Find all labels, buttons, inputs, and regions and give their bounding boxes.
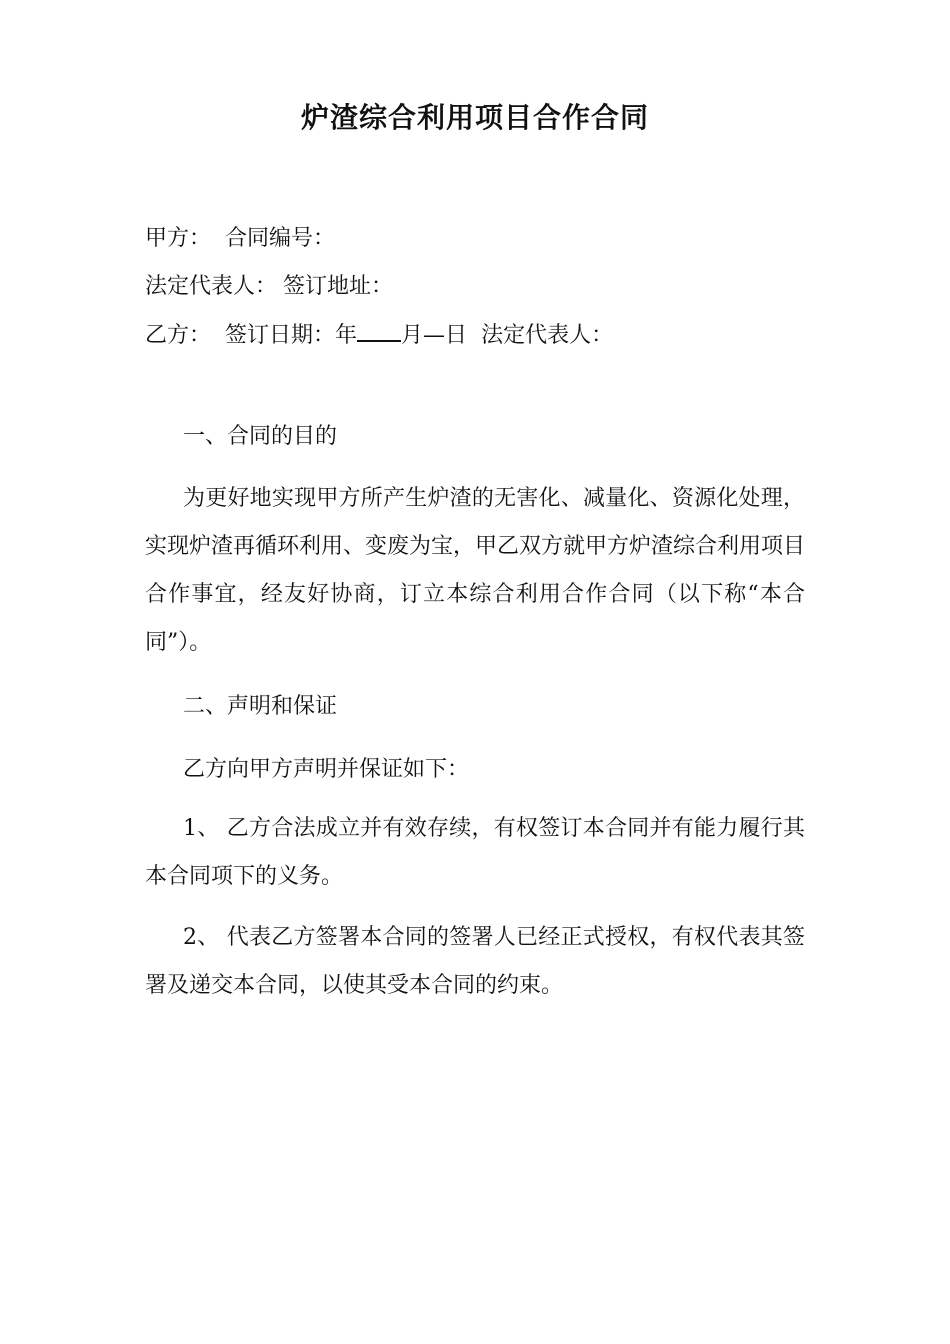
legal-rep-label: 法定代表人： [145,274,278,299]
paragraph-warranty-item-1: 1、 乙方合法成立并有效存续，有权签订本合同并有能力履行其本合同项下的义务。 [145,816,805,889]
sign-date-month-day: 月—日 [401,323,468,348]
party-b-legal-rep-label: 法定代表人： [481,323,614,348]
sign-place-label: 签订地址： [283,274,394,299]
header-line-legal-rep [145,270,825,304]
contract-no-label: 合同编号： [225,226,336,251]
section-heading-purpose: 一、合同的目的 [183,424,338,449]
header-line-party-a [145,222,825,256]
document-title: 炉渣综合利用项目合作合同 [300,101,649,134]
sign-date-label: 签订日期： [225,323,336,348]
section-heading-warranty: 二、声明和保证 [183,694,338,719]
paragraph-purpose: 为更好地实现甲方所产生炉渣的无害化、减量化、资源化处理，实现炉渣再循环利用、变废为宝，甲乙双方就甲方炉渣综合利用项目合作事宜，经友好协商，订立本综合利用合作合同（以下称“本合同”）。 [145,486,806,655]
paragraph-warranty-intro: 乙方向甲方声明并保证如下： [183,757,470,782]
header-line-party-b [145,319,825,353]
paragraph-warranty-item-2: 2、 代表乙方签署本合同的签署人已经正式授权，有权代表其签署及递交本合同，以使其受本合同的约束。 [145,925,805,998]
party-b-label: 乙方： [145,323,212,348]
party-a-label: 甲方： [145,226,212,251]
sign-date-year: 年 [335,323,358,348]
sign-date-month-blank [357,322,401,342]
